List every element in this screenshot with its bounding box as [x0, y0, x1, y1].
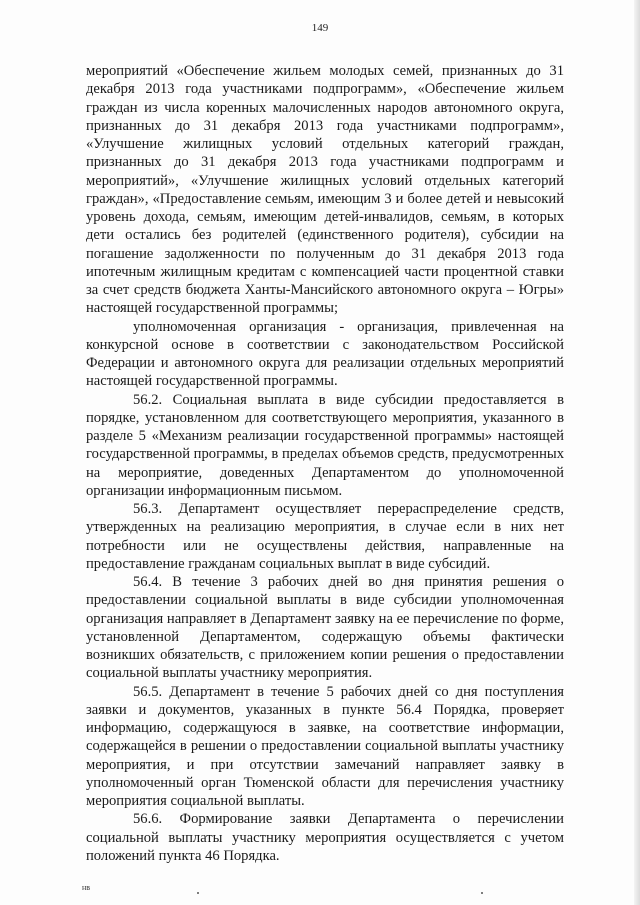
paragraph-56-2: 56.2. Социальная выплата в виде субсидии предоставляется в порядке, установленном для соответствующего мероприятия, указанного в разделе 5 «Механизм реализации государственной программы» настоящей государственной программы, в пределах объемов средств, предусмотренных на мероприятие, доведенных Департаментом до уполномоченной организации информационным письмом. — [86, 391, 564, 499]
scan-speck — [481, 892, 483, 894]
paragraph-56-4: 56.4. В течение 3 рабочих дней во дня принятия решения о предоставлении социальной выплаты в виде субсидии уполномоченная организация направляет в Департамент заявку на ее перечисление по форме, установленной Департаментом, содержащую объемы фактически возникших обязательств, с приложением копии решения о предоставлении социальной выплаты участнику мероприятия. — [86, 574, 564, 682]
footer-mark: нв — [82, 883, 91, 892]
page-edge-shadow — [634, 0, 640, 905]
document-body — [86, 62, 564, 865]
paragraph-56-6: 56.6. Формирование заявки Департамента о перечислении социальной выплаты участнику мероприятия осуществляется с учетом положений пункта 46 Порядка. — [86, 811, 564, 864]
page-number: 149 — [311, 22, 329, 34]
paragraph-56-5: 56.5. Департамент в течение 5 рабочих дней со дня поступления заявки и документов, указанных в пункте 56.4 Порядка, проверяет информацию, содержащуюся в заявке, на соответствие информации, содержащейся в решении о предоставлении социальной выплаты участнику мероприятия, и при отсутствии замечаний направляет заявку в уполномоченный орган Тюменской области для перечисления участнику мероприятия социальной выплаты. — [86, 683, 564, 809]
paragraph-56-3: 56.3. Департамент осуществляет перераспределение средств, утвержденных на реализацию мероприятия, в случае если в них нет потребности или не осуществлены действия, направленные на предоставление гражданам социальных выплат в виде субсидий. — [86, 501, 564, 572]
scan-speck — [197, 892, 199, 894]
paragraph-continuation: мероприятий «Обеспечение жильем молодых семей, признанных до 31 декабря 2013 года участниками подпрограмм», «Обеспечение жильем граждан из числа коренных малочисленных народов автономного округа, признанных до 31 декабря 2013 года участниками подпрограмм», «Улучшение жилищных условий отдельных категорий граждан, признанных до 31 декабря 2013 года участниками подпрограмм и мероприятий», «Улучшение жилищных условий отдельных категорий граждан», «Предоставление семьям, имеющим 3 и более детей и невысокий уровень дохода, семьям, имеющим детей-инвалидов, семьям, в которых дети остались без родителей (единственного родителя), субсидии на погашение задолженности по полученным до 31 декабря 2013 года ипотечным жилищным кредитам с компенсацией части процентной ставки за счет средств бюджета Ханты-Мансийского автономного округа – Югры» настоящей государственной программы; — [86, 63, 564, 317]
paragraph-authorized-organization: уполномоченная организация - организация, привлеченная на конкурсной основе в соответствии с законодательством Российской Федерации и автономного округа для реализации отдельных мероприятий настоящей государственной программы. — [86, 318, 564, 390]
